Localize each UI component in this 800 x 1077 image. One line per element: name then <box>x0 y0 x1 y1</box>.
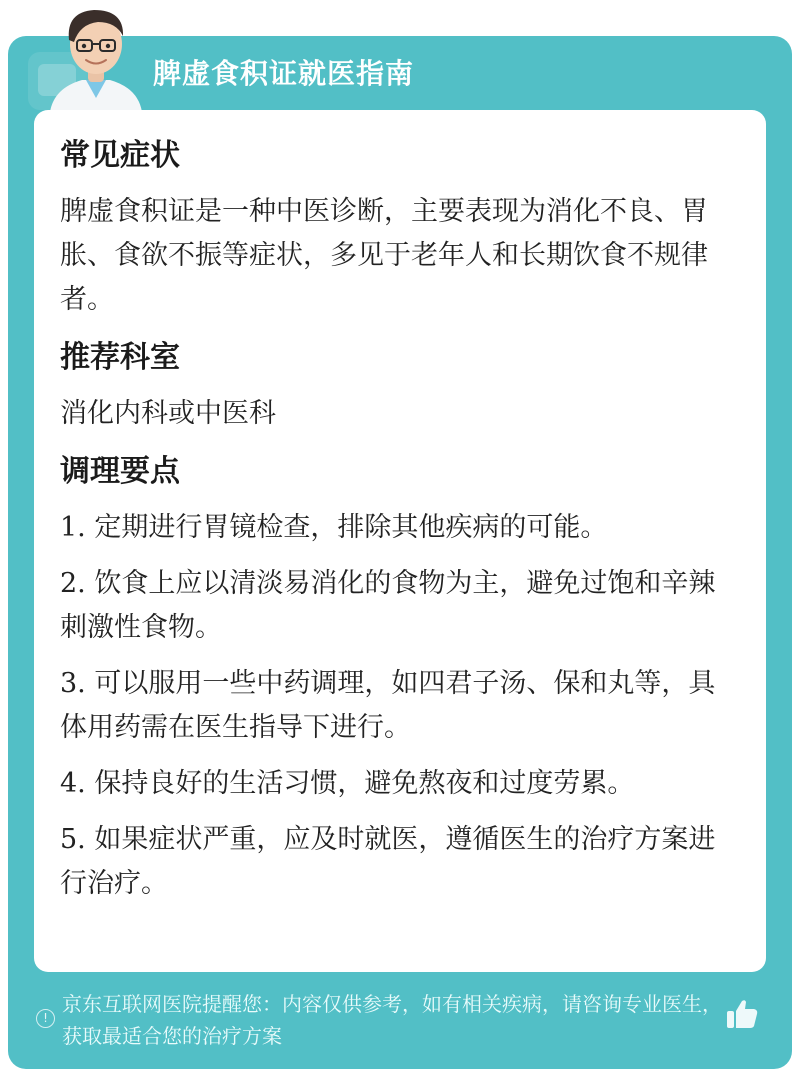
thumbs-up-icon[interactable] <box>724 996 760 1032</box>
info-icon: ! <box>36 1009 55 1028</box>
list-item: 2. 饮食上应以清淡易消化的食物为主，避免过饱和辛辣刺激性食物。 <box>60 568 716 643</box>
list-item: 1. 定期进行胃镜检查，排除其他疾病的可能。 <box>60 512 608 543</box>
care-points-list <box>60 506 740 906</box>
section-title-care-points: 调理要点 <box>60 454 180 489</box>
page-title: 脾虚食积证就医指南 <box>153 57 415 90</box>
list-item: 4. 保持良好的生活习惯，避免熬夜和过度劳累。 <box>60 768 635 799</box>
list-item: 5. 如果症状严重，应及时就医，遵循医生的治疗方案进行治疗。 <box>60 824 716 899</box>
content-panel <box>34 110 766 972</box>
doctor-avatar <box>36 0 156 112</box>
list-item: 3. 可以服用一些中药调理，如四君子汤、保和丸等，具体用药需在医生指导下进行。 <box>60 668 716 743</box>
disclaimer-text: 京东互联网医院提醒您：内容仅供参考，如有相关疾病，请咨询专业医生，获取最适合您的治疗方案 <box>62 992 722 1048</box>
department-text: 消化内科或中医科 <box>60 398 276 429</box>
section-title-symptoms: 常见症状 <box>60 138 180 173</box>
symptoms-text: 脾虚食积证是一种中医诊断，主要表现为消化不良、胃胀、食欲不振等症状，多见于老年人和长期饮食不规律者。 <box>60 196 708 315</box>
disclaimer-footer <box>8 972 792 1062</box>
section-title-department: 推荐科室 <box>60 340 180 375</box>
